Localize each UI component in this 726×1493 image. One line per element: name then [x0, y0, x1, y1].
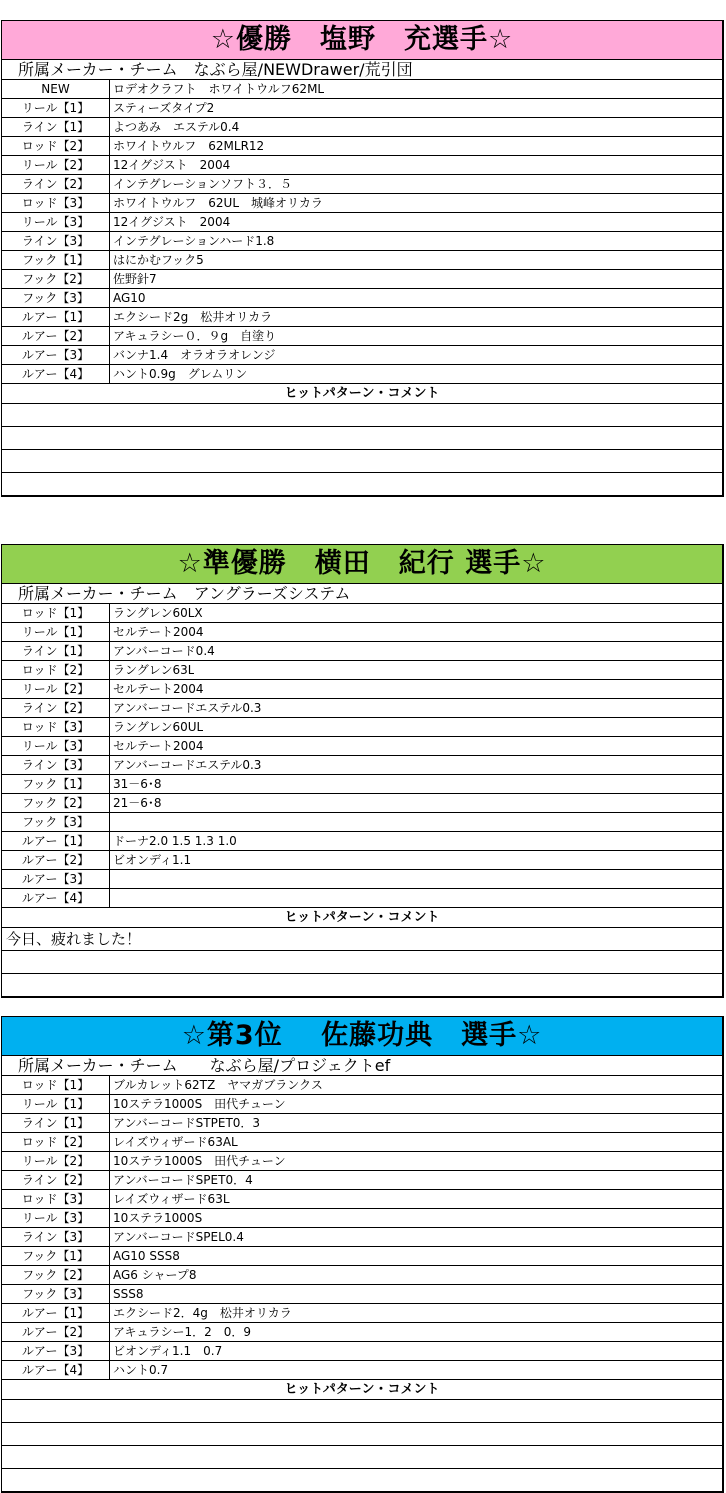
tackle-label: ロッド【2】	[2, 1133, 110, 1151]
tackle-value	[110, 813, 113, 831]
comment-line	[2, 473, 722, 495]
tackle-value: レイズウィザード63AL	[113, 1135, 238, 1149]
winner-card-2	[1, 544, 724, 998]
tackle-value: レイズウィザード63L	[113, 1192, 230, 1206]
tackle-row	[2, 1133, 722, 1152]
tackle-row	[2, 1247, 722, 1266]
tackle-value: アンバーコードエステル0.3	[113, 758, 262, 772]
tackle-value: ラングレン60UL	[113, 720, 204, 734]
tackle-row	[2, 1323, 722, 1342]
tackle-row	[2, 1285, 722, 1304]
tackle-label: フック【3】	[2, 289, 110, 307]
tackle-row	[2, 775, 722, 794]
tackle-row	[2, 1342, 722, 1361]
tackle-row	[2, 1361, 722, 1380]
tackle-row	[2, 680, 722, 699]
tackle-row	[2, 365, 722, 384]
tackle-row	[2, 1095, 722, 1114]
tackle-label: ロッド【1】	[2, 604, 110, 622]
tackle-row	[2, 604, 722, 623]
tackle-value: 10ステラ1000S 田代チューン	[113, 1154, 286, 1168]
tackle-value: ホワイトウルフ 62UL 城峰オリカラ	[113, 196, 323, 210]
tackle-value: スティーズタイプ2	[113, 101, 215, 115]
tackle-row	[2, 851, 722, 870]
tackle-row	[2, 194, 722, 213]
tackle-value: 佐野針7	[113, 272, 157, 286]
team-line: 所属メーカー・チーム なぶら屋/プロジェクトef	[2, 1056, 722, 1076]
tackle-label: フック【1】	[2, 775, 110, 793]
tackle-value: AG6 シャープ8	[113, 1268, 197, 1282]
comment-line	[2, 974, 722, 996]
comment-header: ヒットパターン・コメント	[2, 908, 722, 928]
tackle-value: バンナ1.4 オラオラオレンジ	[113, 348, 276, 362]
tackle-value: 10ステラ1000S 田代チューン	[113, 1097, 286, 1111]
tackle-row	[2, 832, 722, 851]
tackle-row	[2, 1190, 722, 1209]
tackle-label: リール【1】	[2, 99, 110, 117]
tackle-list	[2, 604, 722, 908]
tackle-label: ライン【2】	[2, 699, 110, 717]
tackle-row	[2, 1076, 722, 1095]
tackle-label: フック【1】	[2, 1247, 110, 1265]
comment-header: ヒットパターン・コメント	[2, 1380, 722, 1400]
winner-card-1	[1, 20, 724, 497]
card-title: ☆準優勝 横田 紀行 選手☆	[2, 545, 722, 584]
tackle-row	[2, 270, 722, 289]
tackle-label: ルアー【2】	[2, 1323, 110, 1341]
tackle-label: フック【2】	[2, 794, 110, 812]
tackle-row	[2, 1114, 722, 1133]
tackle-label: ロッド【3】	[2, 718, 110, 736]
tackle-label: ルアー【3】	[2, 346, 110, 364]
comment-area	[2, 1400, 722, 1491]
tackle-label: リール【2】	[2, 1152, 110, 1170]
tackle-list	[2, 80, 722, 384]
tackle-label: フック【2】	[2, 1266, 110, 1284]
tackle-label: リール【2】	[2, 156, 110, 174]
tackle-value: セルテート2004	[113, 739, 204, 753]
comment-header: ヒットパターン・コメント	[2, 384, 722, 404]
tackle-label: フック【3】	[2, 1285, 110, 1303]
tackle-row	[2, 1209, 722, 1228]
tackle-label: ルアー【2】	[2, 851, 110, 869]
tackle-row	[2, 1228, 722, 1247]
tackle-label: ライン【2】	[2, 175, 110, 193]
card-title: ☆優勝 塩野 充選手☆	[2, 21, 722, 60]
tackle-value: ブルカレット62TZ ヤマガブランクス	[113, 1078, 323, 1092]
tackle-label: フック【3】	[2, 813, 110, 831]
tackle-label: ルアー【4】	[2, 889, 110, 907]
tackle-value: セルテート2004	[113, 682, 204, 696]
tackle-value: ロデオクラフト ホワイトウルフ62ML	[113, 82, 325, 96]
tackle-value: AG10	[113, 291, 146, 305]
tackle-row	[2, 308, 722, 327]
tackle-row	[2, 175, 722, 194]
comment-line	[2, 427, 722, 450]
tackle-label: ルアー【4】	[2, 1361, 110, 1379]
tackle-value: はにかむフック5	[113, 253, 204, 267]
tackle-value: エクシード2．4g 松井オリカラ	[113, 1306, 292, 1320]
tackle-label: ルアー【1】	[2, 308, 110, 326]
tackle-label: ルアー【4】	[2, 365, 110, 383]
tackle-label: ライン【1】	[2, 642, 110, 660]
tackle-value: ビオンディ1.1	[113, 853, 192, 867]
tackle-label: ロッド【3】	[2, 1190, 110, 1208]
tackle-row	[2, 346, 722, 365]
tackle-row	[2, 251, 722, 270]
comment-line	[2, 1400, 722, 1423]
tackle-value: アンバーコード0.4	[113, 644, 215, 658]
tackle-row	[2, 661, 722, 680]
tackle-value	[110, 889, 113, 907]
tackle-value: ビオンディ1.1 0.7	[113, 1344, 223, 1358]
tackle-value: よつあみ エステル0.4	[113, 120, 240, 134]
tackle-label: リール【3】	[2, 213, 110, 231]
comment-line	[2, 1469, 722, 1491]
winner-card-3	[1, 1016, 724, 1493]
tackle-row	[2, 1266, 722, 1285]
tackle-row	[2, 623, 722, 642]
tackle-row	[2, 99, 722, 118]
tackle-row	[2, 213, 722, 232]
tackle-value: アンバーコードエステル0.3	[113, 701, 262, 715]
tackle-row	[2, 737, 722, 756]
tackle-row	[2, 156, 722, 175]
tackle-label: リール【1】	[2, 623, 110, 641]
tackle-row	[2, 813, 722, 832]
tackle-row	[2, 756, 722, 775]
tackle-row	[2, 699, 722, 718]
comment-line	[2, 450, 722, 473]
tackle-value: ドーナ2.0 1.5 1.3 1.0	[113, 834, 237, 848]
tackle-label: ルアー【2】	[2, 327, 110, 345]
comment-line: 今日、疲れました！	[2, 928, 722, 951]
tackle-value: ハント0.9g グレムリン	[113, 367, 248, 381]
tackle-value: インテグレーションハード1.8	[113, 234, 275, 248]
comment-line	[2, 1423, 722, 1446]
tackle-label: ライン【3】	[2, 232, 110, 250]
comment-area	[2, 404, 722, 495]
tackle-value: ハント0.7	[113, 1363, 169, 1377]
tackle-label: ライン【2】	[2, 1171, 110, 1189]
tackle-value: SSS8	[113, 1287, 144, 1301]
tackle-row	[2, 118, 722, 137]
team-line: 所属メーカー・チーム アングラーズシステム	[2, 584, 722, 604]
tackle-label: ロッド【1】	[2, 1076, 110, 1094]
tackle-value: AG10 SSS8	[113, 1249, 180, 1263]
tackle-row	[2, 80, 722, 99]
tackle-value: 12イグジスト 2004	[113, 158, 231, 172]
tackle-value	[110, 870, 113, 888]
tackle-label: ロッド【2】	[2, 661, 110, 679]
tackle-label: フック【2】	[2, 270, 110, 288]
tackle-row	[2, 889, 722, 908]
tackle-list	[2, 1076, 722, 1380]
tackle-value: アンバーコードSTPET0．3	[113, 1116, 261, 1130]
tackle-label: ルアー【3】	[2, 870, 110, 888]
tackle-label: ライン【3】	[2, 756, 110, 774]
tackle-value: アキュラシー０．９g 自塗り	[113, 329, 277, 343]
tackle-label: リール【3】	[2, 1209, 110, 1227]
tackle-row	[2, 232, 722, 251]
tackle-row	[2, 289, 722, 308]
card-title: ☆第3位 佐藤功典 選手☆	[2, 1017, 722, 1056]
comment-line	[2, 1446, 722, 1469]
tackle-label: ライン【1】	[2, 118, 110, 136]
tackle-value: ホワイトウルフ 62MLR12	[113, 139, 265, 153]
tackle-label: ルアー【3】	[2, 1342, 110, 1360]
tackle-label: フック【1】	[2, 251, 110, 269]
tackle-label: ロッド【2】	[2, 137, 110, 155]
tackle-value: インテグレーションソフト３．５	[113, 177, 293, 191]
tackle-label: ルアー【1】	[2, 832, 110, 850]
comment-area	[2, 928, 722, 996]
tackle-value: アキュラシー1．2 0．9	[113, 1325, 252, 1339]
tackle-label: リール【1】	[2, 1095, 110, 1113]
tackle-label: リール【2】	[2, 680, 110, 698]
tackle-label: NEW	[2, 80, 110, 98]
tackle-label: リール【3】	[2, 737, 110, 755]
tackle-label: ライン【1】	[2, 1114, 110, 1132]
comment-line	[2, 951, 722, 974]
comment-line	[2, 404, 722, 427]
tackle-label: ライン【3】	[2, 1228, 110, 1246]
tackle-row	[2, 1171, 722, 1190]
tackle-row	[2, 1152, 722, 1171]
tackle-value: 12イグジスト 2004	[113, 215, 231, 229]
tackle-value: ラングレン63L	[113, 663, 195, 677]
tackle-row	[2, 870, 722, 889]
tackle-row	[2, 794, 722, 813]
tackle-value: ラングレン60LX	[113, 606, 203, 620]
tackle-row	[2, 642, 722, 661]
tackle-row	[2, 718, 722, 737]
tackle-value: アンバーコードSPEL0.4	[113, 1230, 244, 1244]
tackle-value: エクシード2g 松井オリカラ	[113, 310, 273, 324]
tackle-value: 10ステラ1000S	[113, 1211, 203, 1225]
tackle-value: アンバーコードSPET0．4	[113, 1173, 253, 1187]
tackle-row	[2, 1304, 722, 1323]
tackle-value: セルテート2004	[113, 625, 204, 639]
tackle-value: 31－6･8	[113, 777, 162, 791]
team-line: 所属メーカー・チーム なぶら屋/NEWDrawer/荒引団	[2, 60, 722, 80]
tackle-label: ルアー【1】	[2, 1304, 110, 1322]
tackle-row	[2, 137, 722, 156]
tackle-row	[2, 327, 722, 346]
tackle-label: ロッド【3】	[2, 194, 110, 212]
tackle-value: 21－6･8	[113, 796, 162, 810]
